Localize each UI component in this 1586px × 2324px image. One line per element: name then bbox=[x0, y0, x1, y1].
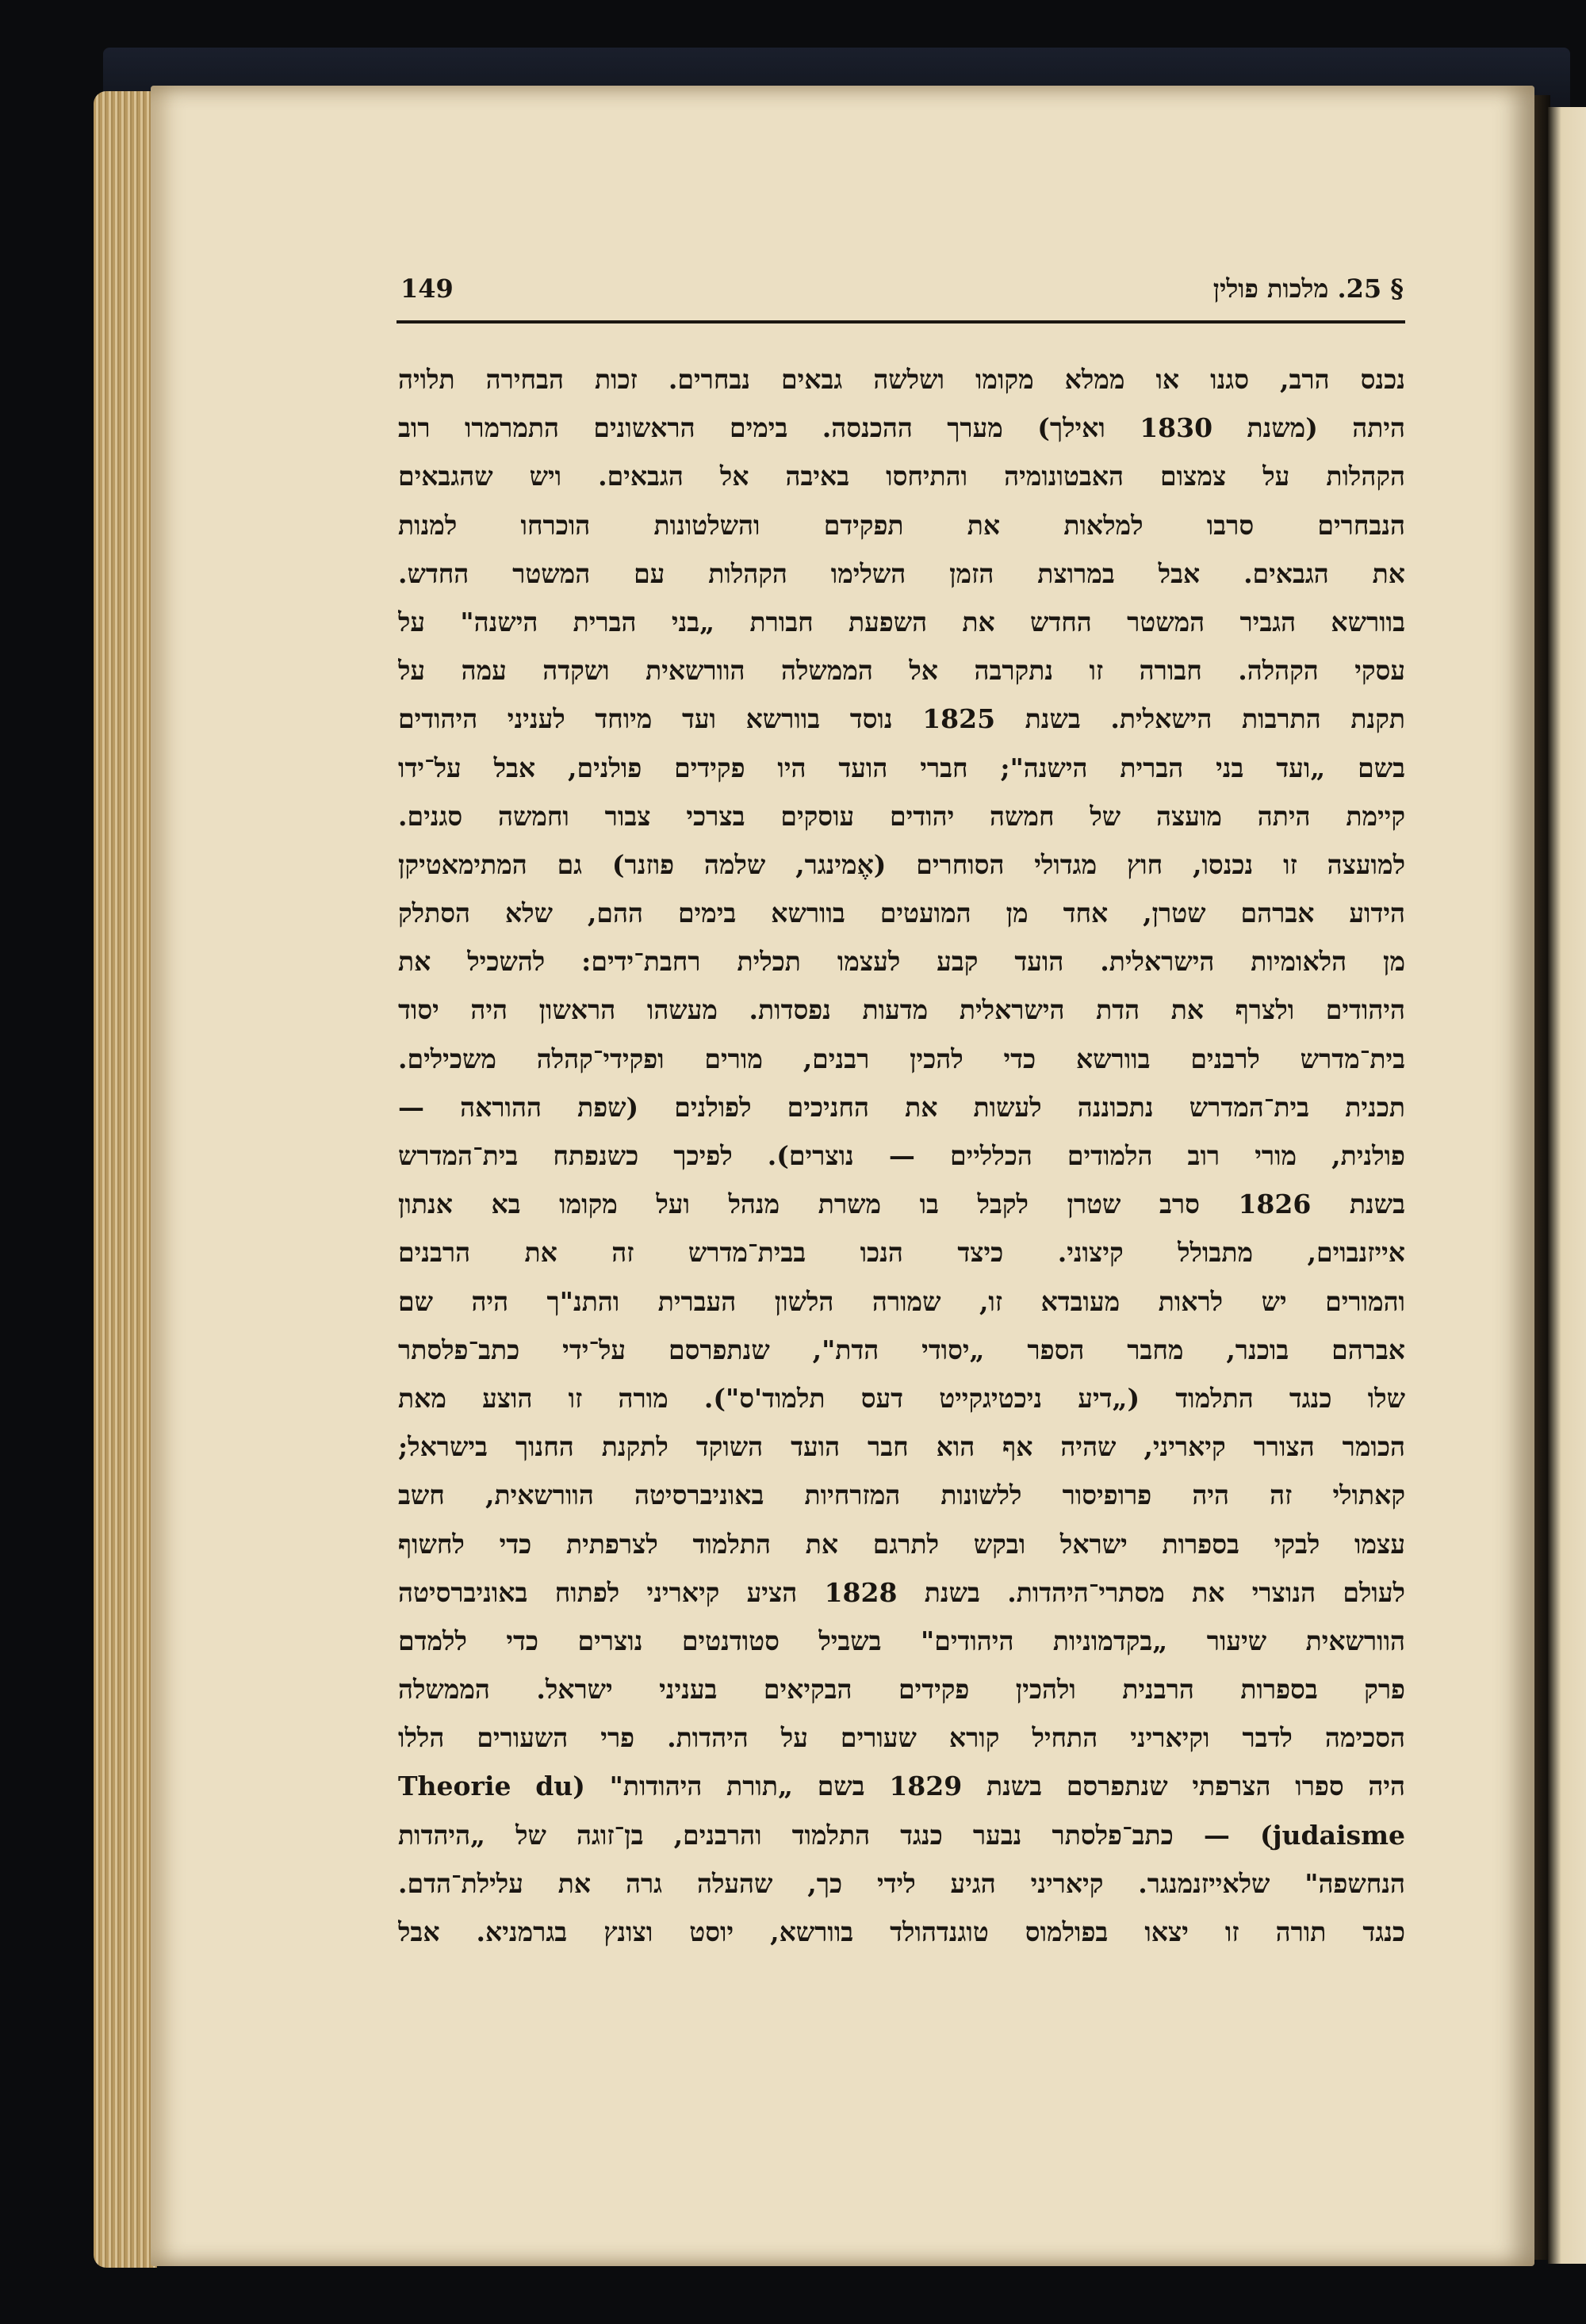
text-line: היה ספרו הצרפתי שנתפרסם בשנת 1829 בשם „תורת היהודות" (Theorie du bbox=[398, 1771, 1405, 1802]
text-line: נכנס הרב, סגנו או ממלא מקומו ושלשה גבאים נבחרים. זכות הבחירה תלויה bbox=[398, 364, 1405, 395]
text-line: אייזנבוים, מתבולל קיצוני. כיצד הנכו בבית־מדרש זה את הרבנים bbox=[398, 1237, 1405, 1269]
text-line: שלו כנגד התלמוד („דיע ניכטיגקייט דעס תלמוד'ס"). מורה זו הוצע מאת bbox=[398, 1382, 1405, 1414]
text-line: תכנית בית־המדרש נתכוננה לעשות את החניכים לפולנים (שפת ההוראה — bbox=[398, 1091, 1405, 1123]
text-line: היהודים ולצרף את הדת הישראלית מדעות נפסדות. מעשהו הראשון היה יסוד bbox=[398, 994, 1405, 1026]
text-line: בית־מדרש לרבנים בוורשא כדי להכין רבנים, מורים ופקידי־קהלה משכילים. bbox=[398, 1043, 1405, 1074]
text-line: הקהלות על צמצום האבטונומיה והתיחסו באיבה אל הגבאים. ויש שהגבאים bbox=[398, 461, 1405, 492]
text-line: את הגבאים. אבל במרוצת הזמן השלימו הקהלות עם המשטר החדש. bbox=[398, 557, 1405, 589]
text-line: בוורשא הגביר המשטר החדש את השפעת חבורת „בני הברית הישנה" על bbox=[398, 606, 1405, 637]
text-line: הוורשאית שיעור „בקדמוניות היהודים" בשביל סטודנטים נוצרים כדי ללמדם bbox=[398, 1625, 1405, 1656]
text-line: הנחשפה" שלאייזנמנגר. קיאריני הגיע לידי כך, שהעלה גרה את עלילת־הדם. bbox=[398, 1867, 1405, 1899]
text-line: מן הלאומיות הישראלית. הועד קבע לעצמו תכלית רחבת־ידים: להשכיל את bbox=[398, 946, 1405, 978]
header-rule bbox=[396, 320, 1405, 324]
text-line: פולנית, מורי רוב הלמודים הכלליים — נוצרים). לפיכך כשנפתח בית־המדרש bbox=[398, 1140, 1405, 1171]
text-line: עצמו לבקי בספרות ישראל ובקש לתרגם את התלמוד לצרפתית כדי לחשוף bbox=[398, 1528, 1405, 1560]
text-line: קאתולי זה היה פרופיסור ללשונות המזרחיות באוניברסיטה הוורשאית, חשב bbox=[398, 1480, 1405, 1511]
text-line: קיימת היתה מועצה של חמשה יהודים עוסקים בצרכי צבור וחמשה סגנים. bbox=[398, 800, 1405, 832]
text-line: תקנת התרבות הישאלית. בשנת 1825 נוסד בוורשא ועד מיוחד לעניני היהודים bbox=[398, 703, 1405, 735]
body-text bbox=[398, 355, 1405, 1956]
facing-page-edge bbox=[1548, 107, 1586, 2264]
text-line: עסקי הקהלה. חבורה זו נתקרבה אל הממשלה הוורשאית ושקדה עמה על bbox=[398, 655, 1405, 687]
text-line: הנבחרים סרבו למלאות את תפקידם והשלטונות הוכרחו למנות bbox=[398, 509, 1405, 541]
text-line: הכומר הצורר קיאריני, שהיה אף הוא חבר הועד השוקד לתקנת החנוך בישראל; bbox=[398, 1431, 1405, 1463]
text-line: לעולם הנוצרי את מסתרי־היהדות. בשנת 1828 הציע קיאריני לפתוח באוניברסיטה bbox=[398, 1576, 1405, 1608]
page-header bbox=[400, 274, 1404, 308]
text-line: אברהם בוכנר, מחבר הספר „יסודי הדת", שנתפרסם על־ידי כתב־פלסתר bbox=[398, 1334, 1405, 1365]
running-head: § 25. מלכות פולין bbox=[1212, 274, 1404, 304]
text-line: פרק בספרות הרבנית ולהכין פקידים הבקיאים בעניני ישראל. הממשלה bbox=[398, 1674, 1405, 1706]
text-line: בשם „ועד בני הברית הישנה"; חברי הועד היו פקידים פולנים, אבל על־ידו bbox=[398, 752, 1405, 783]
text-line: הידוע אברהם שטרן, אחד מן המועטים בוורשא בימים ההם, שלא הסתלק bbox=[398, 898, 1405, 929]
text-line: היתה (משנת 1830 ואילך) מערך ההכנסה. בימים הראשונים התמרמרו רוב bbox=[398, 412, 1405, 444]
text-line: הסכימה לדבר וקיאריני התחיל קורא שעורים על היהדות. פרי השעורים הללו bbox=[398, 1722, 1405, 1754]
page-edges bbox=[94, 91, 157, 2268]
text-line: judaisme) — כתב־פלסתר נבער כנגד התלמוד והרבנים, בן־זוגה של „היהדות bbox=[398, 1819, 1405, 1851]
text-line: כנגד תורה זו יצאו בפולמוס טוגנדהולד בוורשא, יוסט וצונץ בגרמניא. אבל bbox=[398, 1916, 1405, 1947]
text-line: בשנת 1826 סרב שטרן לקבל בו משרת מנהל ועל מקומו בא אנתון bbox=[398, 1189, 1405, 1220]
text-line: למועצה זו נכנסו, חוץ מגדולי הסוחרים (אֶמינגר, שלמה פוזנר) גם המתימאטיקן bbox=[398, 848, 1405, 880]
text-line: והמורים יש לראות מעובדא זו, שמורה הלשון העברית והתנ"ך היה שם bbox=[398, 1285, 1405, 1317]
page-number: 149 bbox=[400, 274, 454, 304]
